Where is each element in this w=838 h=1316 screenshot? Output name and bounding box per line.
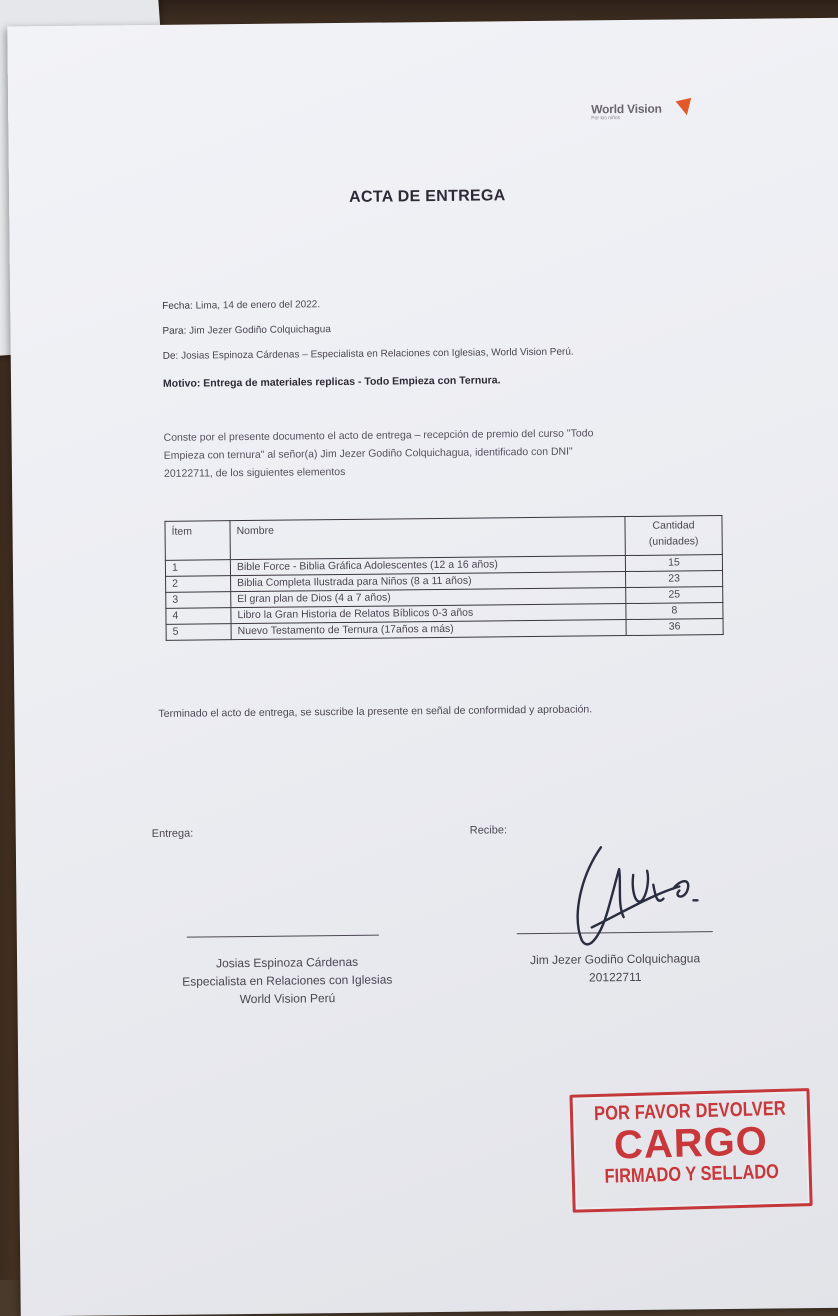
- motivo-value: Entrega de materiales replicas - Todo Empieza con Ternura.: [203, 374, 501, 390]
- cell-name: Nuevo Testamento de Ternura (17años a más): [231, 620, 626, 640]
- recibe-name: Jim Jezer Godiño Colquichagua: [529, 951, 701, 968]
- header-name: Nombre: [230, 517, 625, 560]
- cell-item: 3: [166, 592, 231, 609]
- entrega-signature-line: [187, 935, 379, 938]
- cell-item: 4: [166, 608, 231, 625]
- de-label: De:: [162, 350, 179, 362]
- body-line: Conste por el presente documento el acto de entrega – recepción de premio del curso "Todo: [163, 427, 594, 444]
- para-line: [162, 324, 331, 337]
- stamp-line1: POR FAVOR DEVOLVER: [593, 1097, 787, 1126]
- closing-statement: Terminado el acto de entrega, se suscribe la presente en señal de conformidad y aprobación.: [158, 703, 593, 720]
- stamp-line2: CARGO: [613, 1119, 769, 1168]
- cell-name: Bible Force - Biblia Gráfica Adolescentes (12 a 16 años): [230, 556, 625, 576]
- world-vision-logo: [591, 101, 701, 132]
- recibe-label: Recibe:: [469, 824, 508, 837]
- cell-quantity: 23: [626, 571, 723, 588]
- logo-mark-icon: [676, 98, 695, 117]
- body-line: Empieza con ternura" al señor(a) Jim Jezer Godiño Colquichagua, identificado con DNI": [163, 445, 573, 462]
- document-title: ACTA DE ENTREGA: [348, 187, 506, 206]
- entrega-name: Josias Espinoza Cárdenas: [215, 954, 359, 971]
- cell-name: Biblia Completa Ilustrada para Niños (8 a 11 años): [231, 572, 626, 592]
- entrega-role: Especialista en Relaciones con Iglesias: [182, 972, 393, 989]
- stamp-line3: FIRMADO Y SELLADO: [604, 1160, 780, 1188]
- header-item: Ítem: [165, 521, 230, 561]
- motivo-label: Motivo:: [162, 377, 201, 390]
- cell-item: 2: [166, 576, 231, 593]
- entrega-org: World Vision Perú: [239, 991, 336, 1007]
- para-label: Para:: [162, 325, 187, 337]
- cell-quantity: 25: [626, 587, 723, 604]
- motivo-line: [163, 374, 501, 390]
- header-quantity: [625, 516, 722, 556]
- body-paragraph: [163, 423, 724, 483]
- header-quantity-line1: Cantidad: [652, 519, 695, 532]
- de-line: [163, 347, 574, 362]
- items-table: [164, 515, 723, 641]
- cell-name: El gran plan de Dios (4 a 7 años): [231, 588, 626, 608]
- fecha-line: [162, 299, 320, 312]
- fecha-label: Fecha:: [162, 300, 193, 312]
- cargo-stamp: [569, 1088, 812, 1213]
- cell-item: 1: [165, 560, 230, 577]
- entrega-signature-block: [157, 952, 418, 1009]
- de-value: Josias Espinoza Cárdenas – Especialista en Relaciones con Iglesias, World Vision Perú.: [181, 346, 574, 362]
- table-header-row: [165, 516, 722, 561]
- recibe-dni: 20122711: [588, 969, 642, 985]
- fecha-value: Lima, 14 de enero del 2022.: [195, 299, 321, 312]
- entrega-label: Entrega:: [151, 827, 194, 841]
- recibe-signature-block: [497, 949, 733, 987]
- handwritten-signature: [561, 834, 712, 956]
- logo-brand: World Vision: [591, 101, 662, 117]
- cell-quantity: 15: [625, 555, 722, 572]
- document-page: [7, 18, 838, 1316]
- cell-quantity: 36: [626, 619, 723, 636]
- cell-quantity: 8: [626, 603, 723, 620]
- logo-tagline: Por los niños: [591, 115, 621, 122]
- body-line: 20122711, de los siguientes elementos: [163, 465, 346, 480]
- header-quantity-line2: (unidades): [648, 535, 699, 548]
- cell-name: Libro la Gran Historia de Relatos Bíblicos 0-3 años: [231, 604, 626, 624]
- cell-item: 5: [166, 624, 231, 641]
- para-value: Jim Jezer Godiño Colquichagua: [189, 324, 331, 337]
